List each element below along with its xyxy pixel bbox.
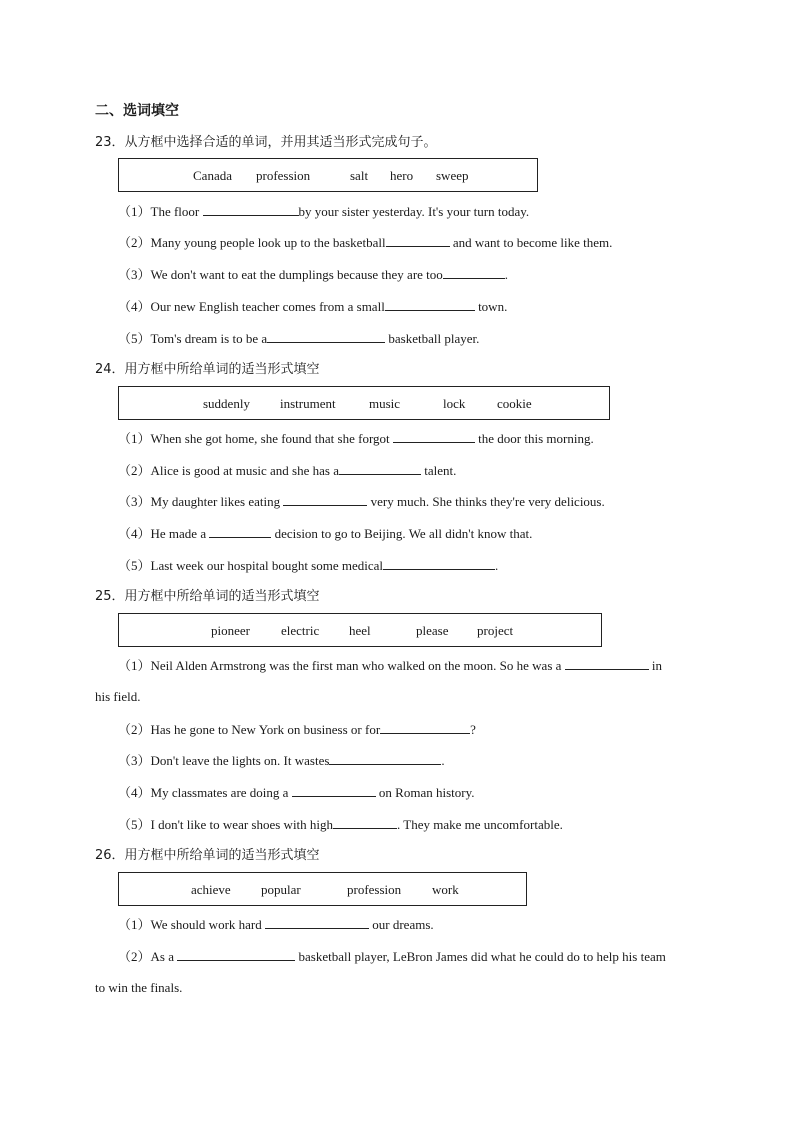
item-number: （2）: [118, 722, 151, 737]
item-text: We should work hard: [150, 917, 266, 932]
item-text: talent.: [420, 463, 457, 478]
word-box-23: [118, 158, 538, 192]
item-text: .: [441, 753, 445, 768]
item-text: My daughter likes eating: [150, 494, 284, 509]
item-number: （2）: [118, 949, 151, 964]
item-text: Neil Alden Armstrong was the first man who walked on the moon. So he was a: [150, 658, 565, 673]
word-box-item: lock: [443, 396, 466, 411]
answer-blank[interactable]: [177, 948, 295, 961]
item-text: basketball player.: [385, 331, 480, 346]
word-box-item: Canada: [193, 168, 232, 183]
answer-blank[interactable]: [333, 816, 397, 829]
answer-blank[interactable]: [339, 462, 421, 475]
item-text: the door this morning.: [474, 431, 594, 446]
answer-blank[interactable]: [292, 784, 376, 797]
question-23-item-5: [118, 330, 479, 347]
item-number: （2）: [118, 463, 151, 478]
question-23-item-2: [118, 234, 612, 251]
item-text: I don't like to wear shoes with high: [150, 817, 334, 832]
item-number: （3）: [118, 494, 151, 509]
answer-blank[interactable]: [380, 721, 470, 734]
word-box-item: hero: [390, 168, 414, 183]
answer-blank[interactable]: [329, 752, 441, 765]
word-box-26: [118, 872, 527, 906]
word-box-item: electric: [281, 623, 320, 638]
item-number: （5）: [118, 817, 151, 832]
word-box-item: sweep: [436, 168, 469, 183]
item-number: （4）: [118, 299, 151, 314]
question-25-item-1: [118, 657, 662, 674]
item-text: .: [504, 267, 509, 282]
item-text: As a: [150, 949, 178, 964]
answer-blank[interactable]: [393, 430, 475, 443]
answer-blank[interactable]: [203, 203, 299, 216]
question-23-item-3: [118, 266, 508, 283]
answer-blank[interactable]: [565, 657, 649, 670]
question-23-item-4: [118, 298, 507, 315]
word-box-item: heel: [349, 623, 371, 638]
question-25-prompt: 25．用方框中所给单词的适当形式填空: [95, 589, 320, 604]
answer-blank[interactable]: [386, 234, 450, 247]
word-box-item: profession: [347, 882, 402, 897]
question-26-item-2-continued: to win the finals.: [95, 980, 183, 995]
item-text: basketball player, LeBron James did what he could do to help his team: [295, 949, 666, 964]
question-25-item-5: [118, 816, 563, 833]
item-text: We don't want to eat the dumplings because they are too: [150, 267, 443, 282]
item-text: ?: [470, 722, 476, 737]
item-number: （5）: [118, 558, 151, 573]
question-23-item-1: [118, 203, 529, 220]
word-box-item: suddenly: [203, 396, 250, 411]
word-box-25: [118, 613, 602, 647]
question-24-prompt: 24．用方框中所给单词的适当形式填空: [95, 362, 320, 377]
item-text: . They make me uncomfortable.: [397, 817, 563, 832]
answer-blank[interactable]: [283, 493, 367, 506]
question-25-item-2: [118, 721, 476, 738]
item-number: （4）: [118, 785, 151, 800]
item-text: in: [648, 658, 663, 673]
word-box-item: work: [432, 882, 459, 897]
answer-blank[interactable]: [383, 557, 495, 570]
item-text: My classmates are doing a: [150, 785, 292, 800]
word-box-item: profession: [256, 168, 311, 183]
item-text: .: [495, 558, 499, 573]
item-text: Tom's dream is to be a: [150, 331, 268, 346]
item-text: very much. She thinks they're very delicious.: [367, 494, 605, 509]
question-24-item-5: [118, 557, 498, 574]
question-26-item-1: [118, 916, 434, 933]
question-25-item-1-continued: his field.: [95, 689, 141, 704]
answer-blank[interactable]: [209, 525, 271, 538]
item-number: （1）: [118, 658, 151, 673]
answer-blank[interactable]: [267, 330, 385, 343]
word-box-item: instrument: [280, 396, 336, 411]
item-text: The floor: [150, 204, 203, 219]
item-text: Last week our hospital bought some medical: [150, 558, 384, 573]
question-23-prompt: 23．从方框中选择合适的单词，并用其适当形式完成句子。: [95, 135, 437, 150]
item-text: Don't leave the lights on. It wastes: [150, 753, 330, 768]
word-box-item: pioneer: [211, 623, 250, 638]
question-24-item-4: [118, 525, 532, 542]
item-number: （1）: [118, 431, 151, 446]
word-box-item: salt: [350, 168, 369, 183]
question-25-item-4: [118, 784, 475, 801]
item-number: （4）: [118, 526, 151, 541]
answer-blank[interactable]: [443, 266, 505, 279]
item-text: our dreams.: [369, 917, 434, 932]
answer-blank[interactable]: [265, 916, 369, 929]
word-box-item: project: [477, 623, 514, 638]
item-number: （1）: [118, 917, 151, 932]
item-text: on Roman history.: [375, 785, 475, 800]
section-title: 二、选词填空: [95, 103, 179, 119]
word-box-item: popular: [261, 882, 301, 897]
question-26-item-2: [118, 948, 666, 965]
question-24-item-1: [118, 430, 594, 447]
item-text: When she got home, she found that she forgot: [150, 431, 393, 446]
item-text: He made a: [150, 526, 210, 541]
item-text: Alice is good at music and she has a: [150, 463, 339, 478]
word-box-item: cookie: [497, 396, 532, 411]
word-box-item: achieve: [191, 882, 231, 897]
item-number: （3）: [118, 753, 151, 768]
item-text: Many young people look up to the basketball: [150, 235, 386, 250]
word-box-item: music: [369, 396, 401, 411]
item-number: （5）: [118, 331, 151, 346]
item-number: （2）: [118, 235, 151, 250]
item-text: decision to go to Beijing. We all didn't know that.: [271, 526, 533, 541]
question-24-item-3: [118, 493, 605, 510]
question-26-prompt: 26．用方框中所给单词的适当形式填空: [95, 848, 320, 863]
item-number: （1）: [118, 204, 151, 219]
item-text: town.: [474, 299, 508, 314]
answer-blank[interactable]: [385, 298, 475, 311]
item-text: and want to become like them.: [449, 235, 613, 250]
question-24-item-2: [118, 462, 456, 479]
item-text: Our new English teacher comes from a small: [150, 299, 385, 314]
word-box-item: please: [416, 623, 449, 638]
item-text: Has he gone to New York on business or for: [150, 722, 381, 737]
word-box-24: [118, 386, 610, 420]
question-25-item-3: [118, 752, 445, 769]
item-text: by your sister yesterday. It's your turn today.: [298, 204, 530, 219]
item-number: （3）: [118, 267, 151, 282]
